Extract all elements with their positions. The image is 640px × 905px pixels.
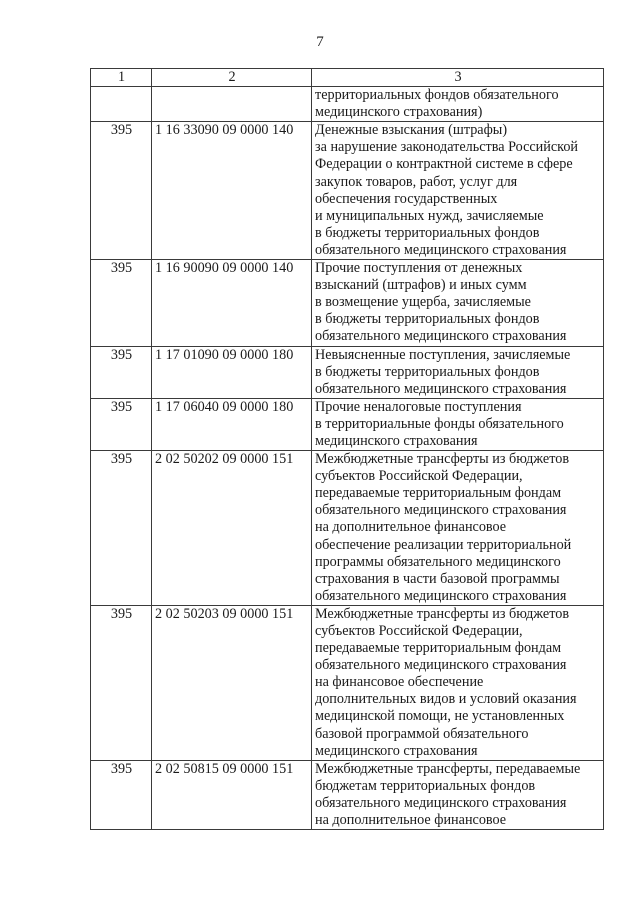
kbk-code-cell: 1 16 90090 09 0000 140 [152, 260, 312, 346]
kbk-code-cell: 1 17 06040 09 0000 180 [152, 398, 312, 450]
description-cell: Межбюджетные трансферты из бюджетов субъектов Российской Федерации, передаваемые территориальным фондам обязательного медицинского страхования на дополнительное финансовое обеспечение реализации территориальной программы обязательного медицинского страхования в части базовой программы обязательного медицинского страхования [312, 451, 604, 606]
admin-code-cell: 395 [91, 346, 152, 398]
description-cell: Прочие поступления от денежных взысканий (штрафов) и иных сумм в возмещение ущерба, зачисляемые в бюджеты территориальных фондов обязательного медицинского страхования [312, 260, 604, 346]
description-cell: Денежные взыскания (штрафы) за нарушение законодательства Российской Федерации о контрактной системе в сфере закупок товаров, работ, услуг для обеспечения государственных и муниципальных нужд, зачисляемые в бюджеты территориальных фондов обязательного медицинского страхования [312, 122, 604, 260]
kbk-code-cell: 1 16 33090 09 0000 140 [152, 122, 312, 260]
admin-code-cell: 395 [91, 398, 152, 450]
table-row [91, 346, 604, 398]
column-header-1: 1 [91, 69, 152, 87]
table-row [91, 398, 604, 450]
continuation-description: территориальных фондов обязательного медицинского страхования) [312, 87, 604, 122]
continuation-empty-cell-2 [152, 87, 312, 122]
admin-code-cell: 395 [91, 122, 152, 260]
revenue-codes-table [90, 68, 604, 830]
admin-code-cell: 395 [91, 260, 152, 346]
page-number: 7 [316, 34, 324, 50]
admin-code-cell: 395 [91, 605, 152, 760]
description-cell: Прочие неналоговые поступления в территориальные фонды обязательного медицинского страхования [312, 398, 604, 450]
table-row [91, 451, 604, 606]
kbk-code-cell: 2 02 50815 09 0000 151 [152, 760, 312, 829]
table-row [91, 760, 604, 829]
description-cell: Межбюджетные трансферты из бюджетов субъектов Российской Федерации, передаваемые территориальным фондам обязательного медицинского страхования на финансовое обеспечение дополнительных видов и условий оказания медицинской помощи, не установленных базовой программой обязательного медицинского страхования [312, 605, 604, 760]
table-row [91, 260, 604, 346]
admin-code-cell: 395 [91, 760, 152, 829]
continuation-empty-cell-1 [91, 87, 152, 122]
table-header-row [91, 69, 604, 87]
description-cell: Невыясненные поступления, зачисляемые в бюджеты территориальных фондов обязательного медицинского страхования [312, 346, 604, 398]
kbk-code-cell: 2 02 50202 09 0000 151 [152, 451, 312, 606]
table-row [91, 122, 604, 260]
admin-code-cell: 395 [91, 451, 152, 606]
column-header-2: 2 [152, 69, 312, 87]
kbk-code-cell: 2 02 50203 09 0000 151 [152, 605, 312, 760]
table-row [91, 605, 604, 760]
description-cell: Межбюджетные трансферты, передаваемые бюджетам территориальных фондов обязательного медицинского страхования на дополнительное финансовое [312, 760, 604, 829]
column-header-3: 3 [312, 69, 604, 87]
kbk-code-cell: 1 17 01090 09 0000 180 [152, 346, 312, 398]
continuation-row [91, 87, 604, 122]
